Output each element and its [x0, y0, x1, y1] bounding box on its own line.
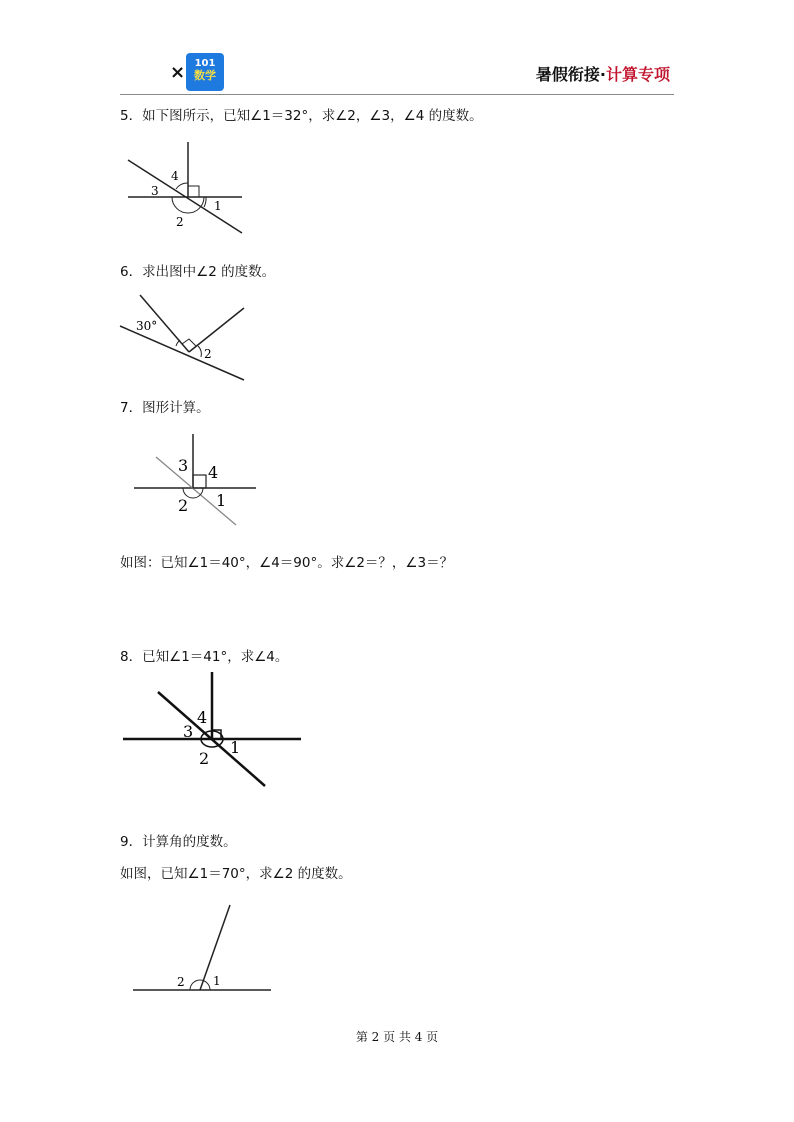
- q7-label-1: 1: [216, 491, 227, 510]
- question-8-text: 8．已知∠1＝41°，求∠4。: [120, 649, 289, 665]
- q8-label-3: 3: [183, 722, 194, 741]
- logo-line-1: 101: [194, 58, 216, 69]
- q6-base-line: [120, 326, 244, 380]
- q8-label-2: 2: [199, 749, 210, 768]
- question-7-figure: [130, 430, 260, 530]
- question-7-text: 7．图形计算。: [120, 400, 210, 416]
- header-divider: [120, 94, 674, 95]
- q5-right-angle-mark: [188, 186, 199, 197]
- question-7-followup: 如图：已知∠1＝40°，∠4＝90°。求∠2＝？，∠3＝？: [120, 555, 454, 571]
- q9-label-2: 2: [177, 975, 185, 989]
- logo: [186, 53, 224, 91]
- header-title-main: 暑假衔接·: [535, 65, 606, 84]
- question-6-text: 6．求出图中∠2 的度数。: [120, 264, 276, 280]
- q5-label-4: 4: [171, 169, 179, 183]
- question-5-figure: [118, 138, 258, 238]
- q5-label-3: 3: [151, 184, 159, 198]
- question-6-figure: [116, 290, 250, 386]
- q5-label-1: 1: [214, 199, 222, 213]
- logo-line-2: 数学: [194, 69, 216, 82]
- q6-label-2: 2: [204, 347, 212, 361]
- close-icon: ×: [170, 62, 186, 83]
- q9-label-1: 1: [213, 974, 221, 988]
- question-8-figure: [120, 668, 306, 792]
- question-9-text: 9．计算角的度数。: [120, 834, 237, 850]
- q5-angle-4-arc: [176, 183, 188, 189]
- q7-label-4: 4: [208, 463, 219, 482]
- q8-label-4: 4: [197, 708, 208, 727]
- header-title: [536, 62, 670, 85]
- q7-label-2: 2: [178, 496, 189, 515]
- page-footer: 第 2 页 共 4 页: [355, 1030, 439, 1044]
- q6-angle-30-arc: [176, 340, 180, 346]
- question-5-text: 5．如下图所示，已知∠1＝32°，求∠2，∠3，∠4 的度数。: [120, 108, 483, 124]
- header-title-accent: 计算专项: [605, 65, 670, 84]
- q6-angle-2-arc: [198, 346, 201, 357]
- question-9-followup: 如图，已知∠1＝70°，求∠2 的度数。: [120, 866, 352, 882]
- q6-right-ray: [189, 308, 244, 352]
- q6-label-30: 30°: [136, 319, 158, 333]
- q8-label-1: 1: [230, 738, 241, 757]
- q5-label-2: 2: [176, 215, 184, 229]
- q6-right-angle-mark: [182, 339, 196, 346]
- q7-label-3: 3: [178, 456, 189, 475]
- q7-right-angle-mark: [193, 475, 206, 488]
- question-9-figure: [130, 900, 276, 996]
